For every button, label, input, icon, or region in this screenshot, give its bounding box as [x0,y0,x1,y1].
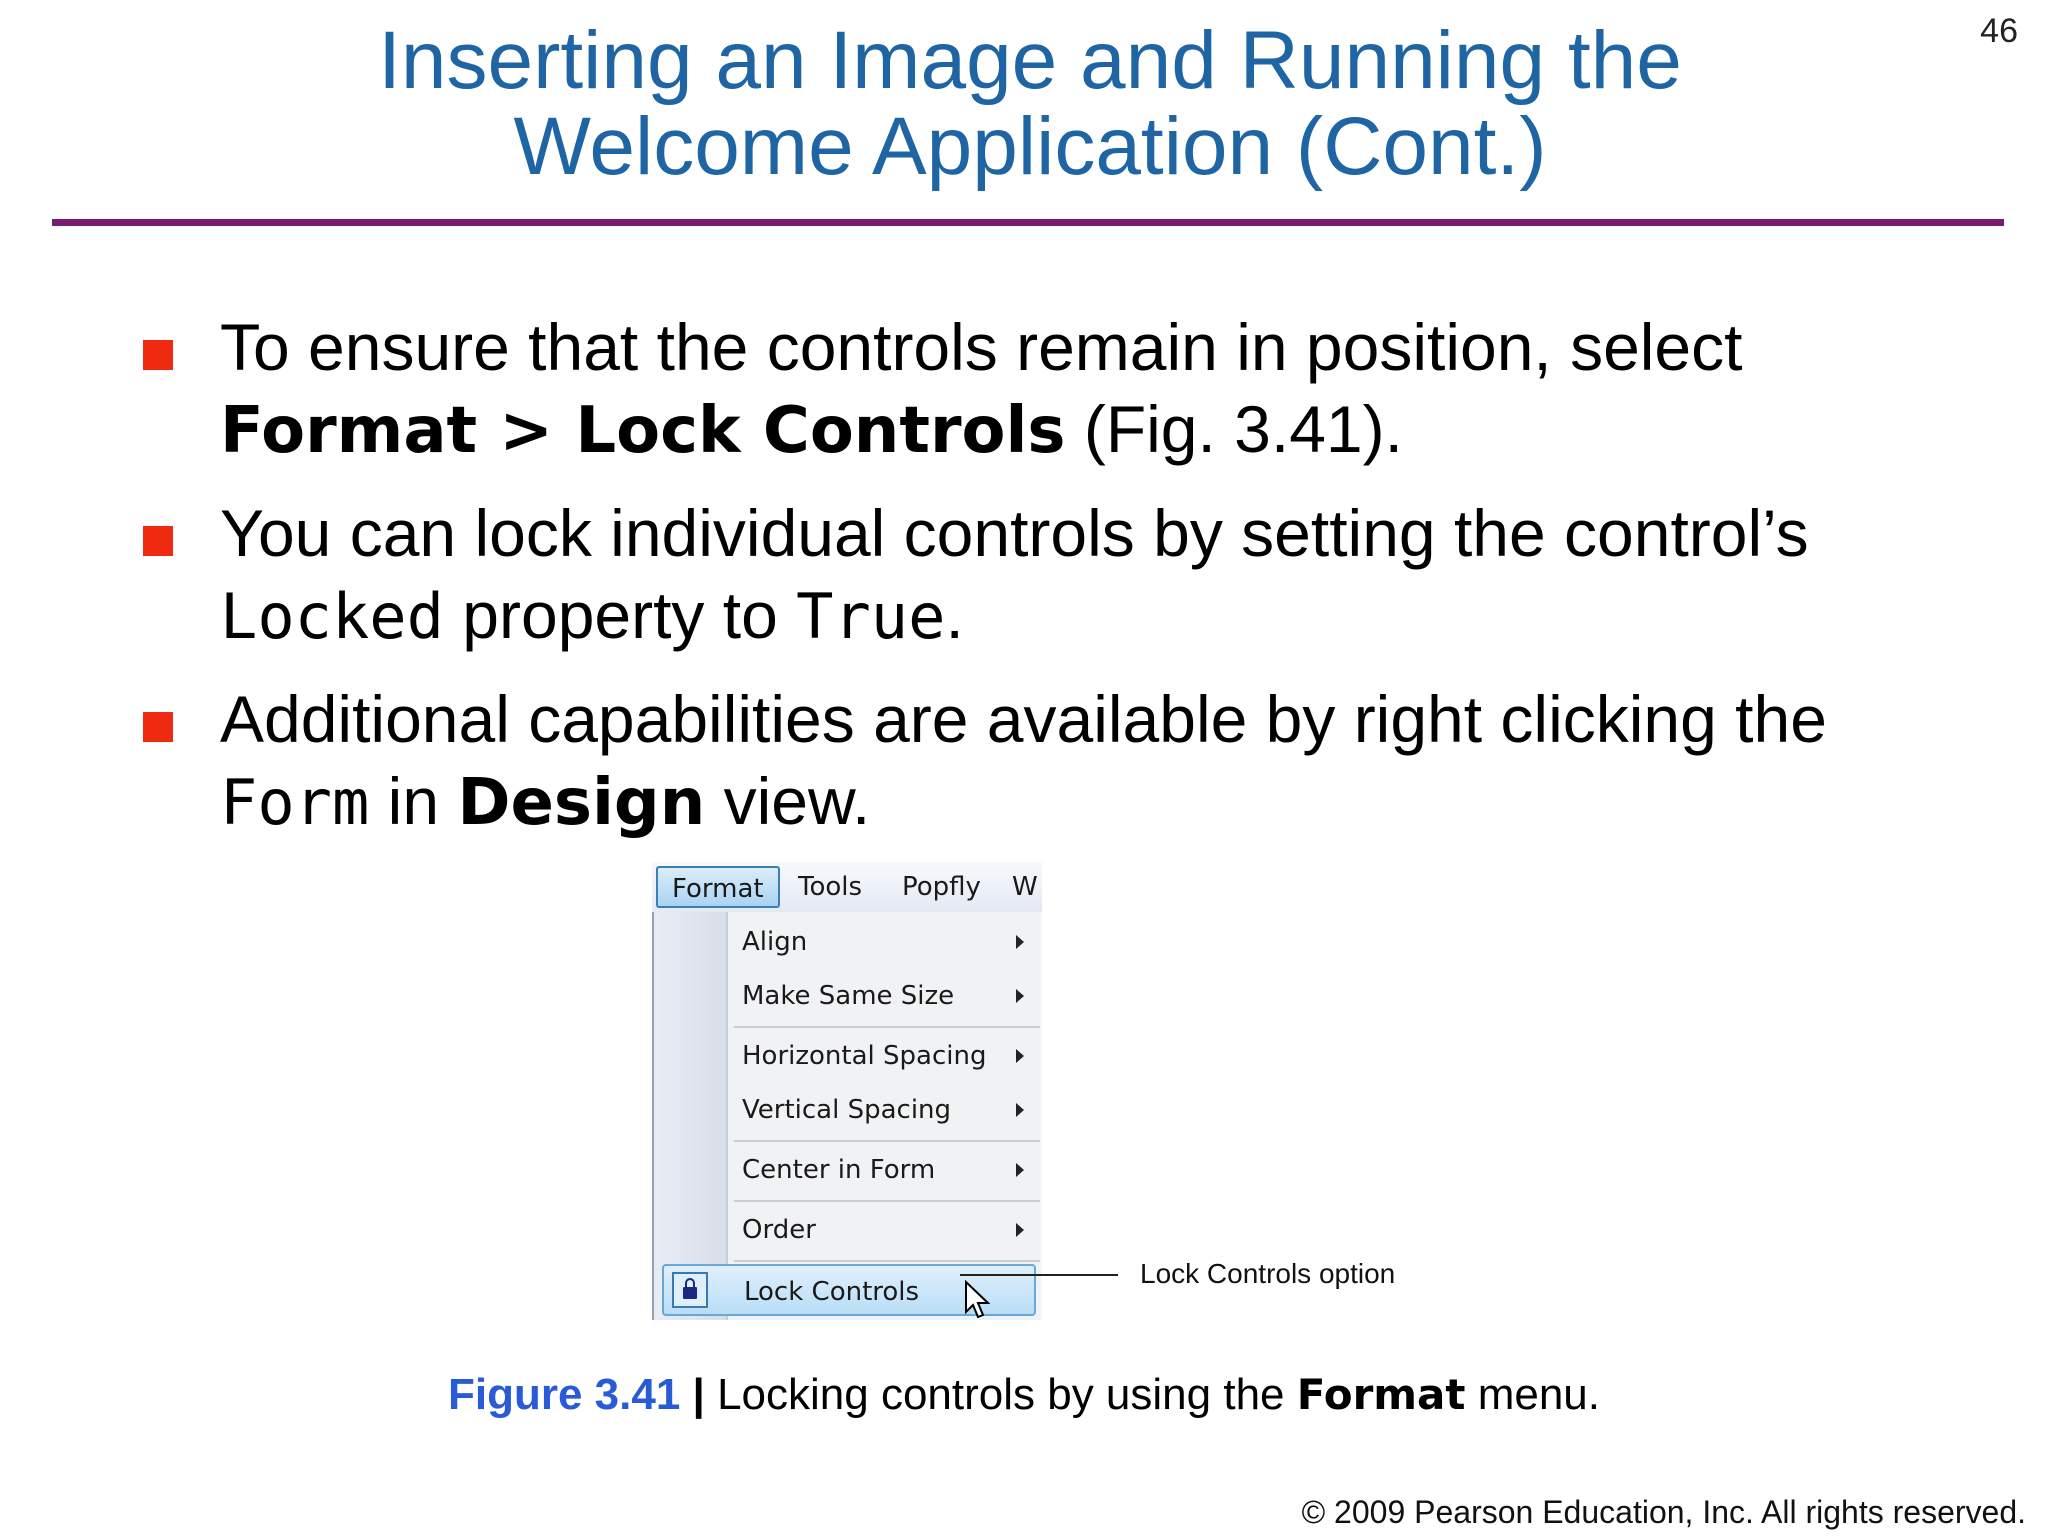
callout-label: Lock Controls option [1140,1258,1396,1289]
bullet-square-icon [143,526,173,556]
format-dropdown [652,912,1040,1320]
bullet-text: (Fig. 3.41). [1065,392,1403,466]
bullet-text: . [945,578,964,652]
menu-item-vertical-spacing[interactable] [728,1084,1040,1136]
lock-body-icon [683,1287,697,1299]
menu-popfly[interactable]: Popfly [902,872,981,902]
bullet-text: You can lock individual controls by setting the control’s [220,496,1809,570]
caption-label: Figure 3.41 [447,1370,681,1419]
menu-item-label: Lock Controls [744,1277,920,1307]
menu-item-label: Align [742,927,808,957]
bullet-code-text: Locked [220,580,444,653]
bullet-code-text: Form [220,766,370,839]
lock-icon [672,1272,708,1308]
bullet-text: property to [443,578,797,652]
bullet-square-icon [143,712,173,742]
menu-item-align[interactable] [728,916,1040,968]
bullet-text: To ensure that the controls remain in position, select [220,310,1743,384]
menu-separator [734,1260,1040,1262]
figure-caption [0,1370,2048,1420]
bullet-code-text: True [796,580,946,653]
title-divider [52,219,2004,226]
copyright-notice: © 2009 Pearson Education, Inc. All rights reserved. [1301,1494,2026,1530]
bullet-square-icon [143,340,173,370]
submenu-arrow-icon [1016,935,1024,949]
bullet-text: view. [705,764,871,838]
caption-bold-text: Format [1296,1370,1466,1419]
menu-item-make-same-size[interactable] [728,970,1040,1022]
submenu-arrow-icon [1016,1103,1024,1117]
submenu-arrow-icon [1016,989,1024,1003]
submenu-arrow-icon [1016,1223,1024,1237]
submenu-arrow-icon [1016,1049,1024,1063]
bullet-item [140,678,1980,844]
format-menu-screenshot [652,862,1042,1320]
title-line-1: Inserting an Image and Running the [378,15,1682,106]
bullet-list [140,306,1980,864]
bullet-text: Additional capabilities are available by right clicking the [220,682,1827,756]
pointer-cursor-icon [964,1280,990,1320]
menu-item-center-in-form[interactable] [728,1144,1040,1196]
menu-item-horizontal-spacing[interactable] [728,1030,1040,1082]
menu-item-label: Make Same Size [742,981,955,1011]
menu-format[interactable]: Format [656,866,780,908]
menu-item-label: Vertical Spacing [742,1095,952,1125]
menu-item-label: Center in Form [742,1155,936,1185]
caption-text: menu. [1465,1370,1600,1419]
page-number: 46 [1980,12,2018,50]
callout-line [960,1274,1118,1276]
title-line-2: Welcome Application (Cont.) [513,101,1547,192]
menu-item-order[interactable] [728,1204,1040,1256]
menu-separator [734,1140,1040,1142]
submenu-arrow-icon [1016,1163,1024,1177]
menu-item-label: Horizontal Spacing [742,1041,987,1071]
caption-text: Locking controls by using the [717,1370,1297,1419]
menu-separator [734,1026,1040,1028]
menu-window-truncated[interactable]: W [1012,872,1038,902]
bullet-text: in [369,764,458,838]
caption-separator: | [680,1370,718,1419]
bullet-item [140,306,1980,472]
menu-icon-strip [654,912,728,1320]
slide-title [120,15,1940,192]
bullet-bold-text: Design [457,766,706,840]
menu-item-lock-controls[interactable] [662,1264,1036,1316]
menu-bar [652,862,1042,912]
menu-separator [734,1200,1040,1202]
menu-tools[interactable]: Tools [798,872,863,902]
bullet-bold-text: Format > Lock Controls [220,394,1066,468]
bullet-item [140,492,1980,658]
menu-item-label: Order [742,1215,816,1245]
